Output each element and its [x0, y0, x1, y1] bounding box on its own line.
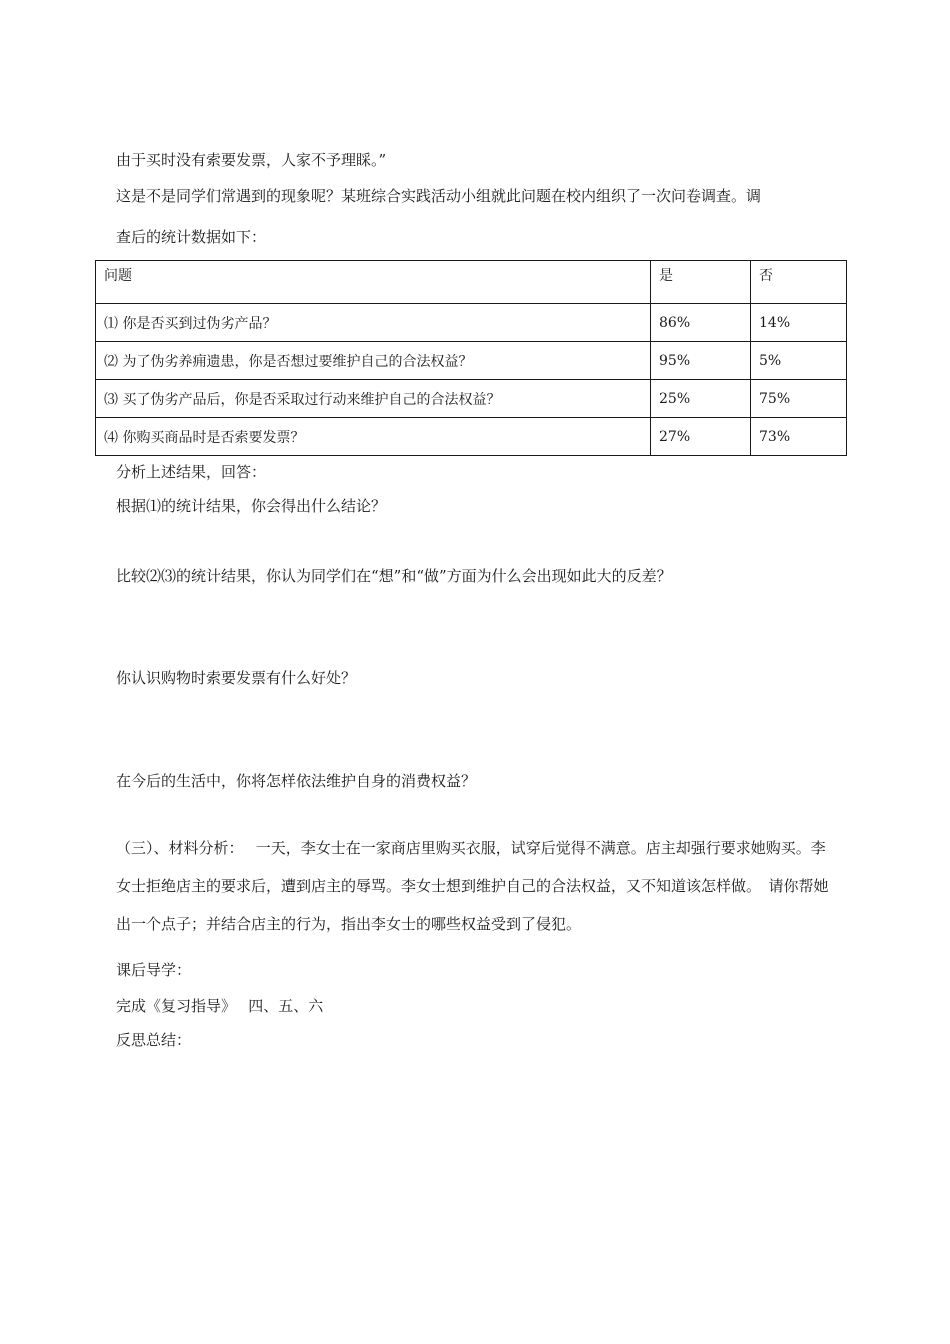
intro-line-2: 这是不是同学们常遇到的现象呢？某班综合实践活动小组就此问题在校内组织了一次问卷调查。调 [116, 187, 762, 205]
analysis-lead: 分析上述结果，回答： [116, 463, 267, 481]
row-question: ⑴ 你是否买到过伪劣产品？ [96, 304, 651, 342]
question-2: 比较⑵⑶的统计结果，你认为同学们在“想”和“做”方面为什么会出现如此大的反差？ [116, 567, 672, 585]
row-no: 75% [751, 380, 847, 418]
table-row [96, 304, 847, 342]
table-header-row [96, 261, 847, 304]
intro-line-3: 查后的统计数据如下： [116, 228, 267, 246]
question-4: 在今后的生活中，你将怎样依法维护自身的消费权益？ [116, 772, 477, 790]
reflection-title: 反思总结： [116, 1031, 192, 1049]
table-row [96, 380, 847, 418]
header-yes: 是 [651, 261, 751, 304]
row-yes: 27% [651, 418, 751, 456]
question-3: 你认识购物时索要发票有什么好处？ [116, 669, 357, 687]
material-analysis: （三）、材料分析： 一天，李女士在一家商店里购买衣服，试穿后觉得不满意。店主却强行要求她购买。李女士拒绝店主的要求后，遭到店主的辱骂。李女士想到维护自己的合法权益，又不知道该怎样做。 请你帮她出一个点子；并结合店主的行为，指出李女士的哪些权益受到了侵犯。 [116, 839, 829, 933]
row-question: ⑵ 为了伪劣养痈遗患，你是否想过要维护自己的合法权益？ [96, 342, 651, 380]
header-no: 否 [751, 261, 847, 304]
row-no: 14% [751, 304, 847, 342]
row-question: ⑶ 买了伪劣产品后，你是否采取过行动来维护自己的合法权益？ [96, 380, 651, 418]
table-row [96, 342, 847, 380]
after-class-title: 课后导学： [116, 961, 192, 979]
table-row [96, 418, 847, 456]
row-no: 73% [751, 418, 847, 456]
intro-line-1: 由于买时没有索要发票，人家不予理睬。” [116, 151, 387, 169]
survey-table [95, 260, 847, 456]
row-yes: 95% [651, 342, 751, 380]
row-no: 5% [751, 342, 847, 380]
row-yes: 86% [651, 304, 751, 342]
row-question: ⑷ 你购买商品时是否索要发票？ [96, 418, 651, 456]
question-1: 根据⑴的统计结果，你会得出什么结论？ [116, 497, 387, 515]
after-class-task: 完成《复习指导》 四、五、六 [116, 997, 324, 1015]
header-question: 问题 [96, 261, 651, 304]
row-yes: 25% [651, 380, 751, 418]
